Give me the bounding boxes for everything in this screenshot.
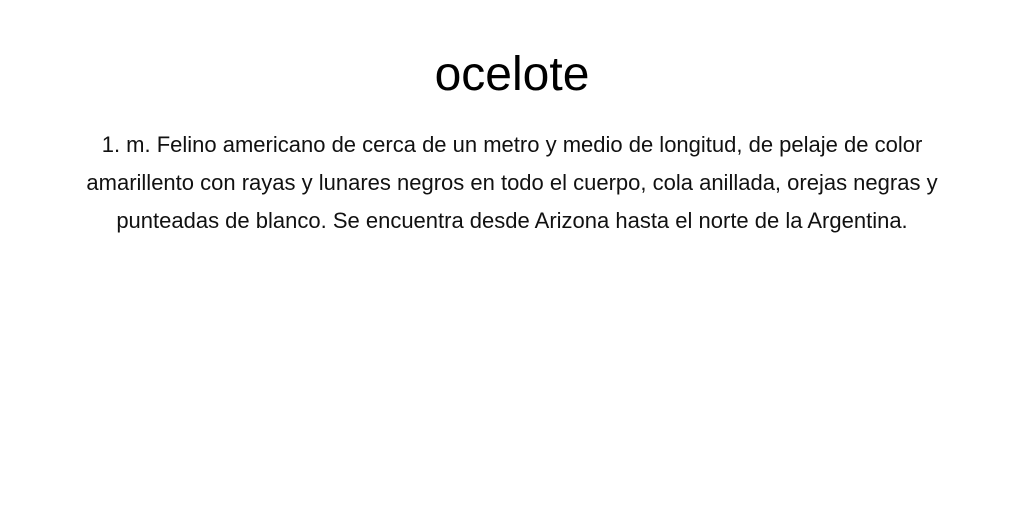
entry-definition: 1. m. Felino americano de cerca de un metro y medio de longitud, de pelaje de color amarillento con rayas y lunares negros en todo el cuerpo, cola anillada, orejas negras y punteadas de blanco. Se encuentra desde Arizona hasta el norte de la Argentina. <box>86 132 938 233</box>
entry-word: ocelote <box>434 48 590 101</box>
